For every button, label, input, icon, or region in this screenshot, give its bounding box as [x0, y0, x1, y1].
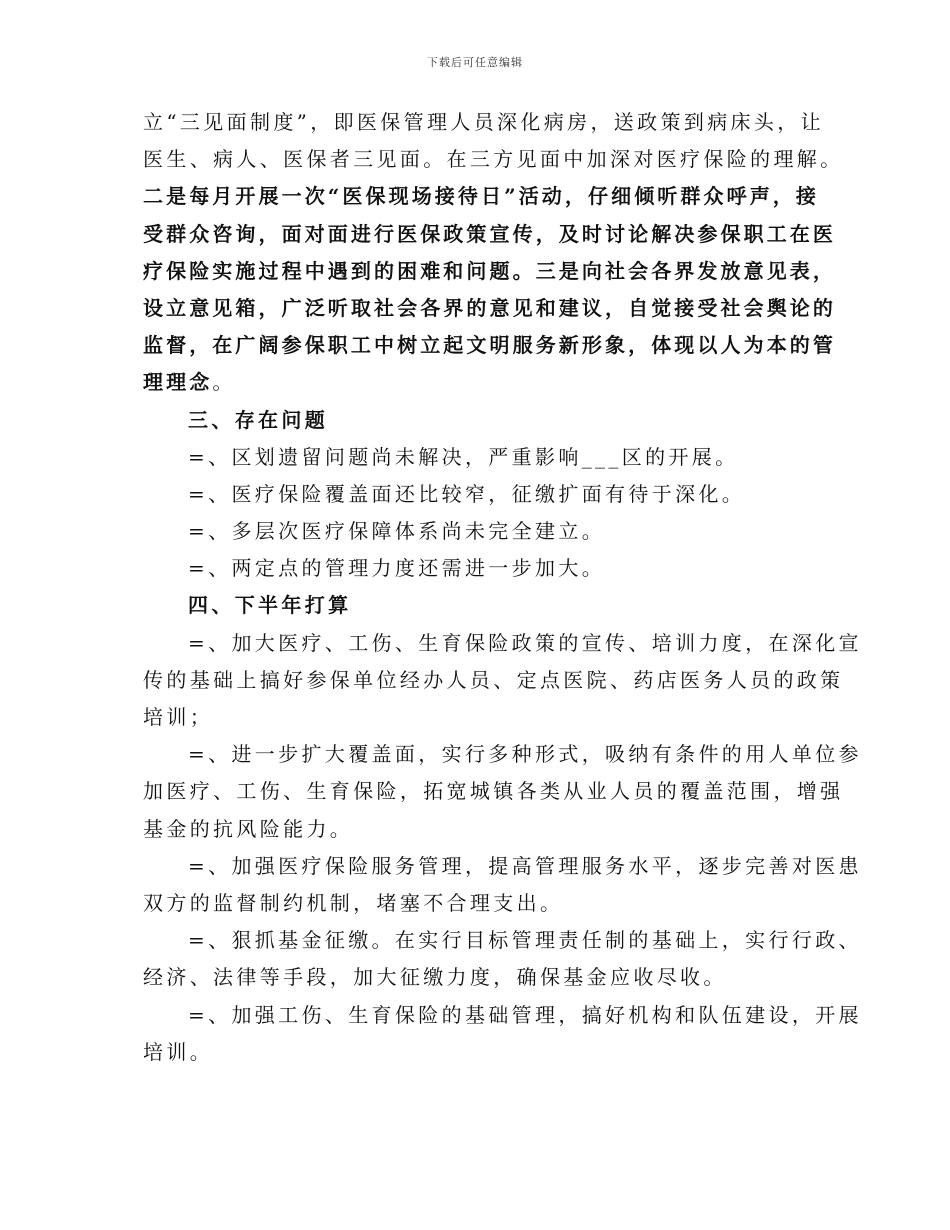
section-heading: 三、存在问题 — [188, 407, 329, 432]
paragraph-line: 疗保险实施过程中遇到的困难和问题。三是向社会各界发放意见表， — [143, 258, 836, 283]
paragraph-line: 加医疗、工伤、生育保险，拓宽城镇各类从业人员的覆盖范围，增强 — [143, 779, 844, 804]
paragraph-line: 经济、法律等手段，加大征缴力度，确保基金应收尽收。 — [143, 965, 727, 990]
paragraph-line: 立“三见面制度”，即医保管理人员深化病房，送政策到病床头，让 — [143, 110, 824, 134]
paragraph-line: 培训。 — [143, 1039, 214, 1064]
paragraph-line: 受群众咨询，面对面进行医保政策宣传，及时讨论解决参保职工在医 — [143, 221, 836, 246]
paragraph-line: 医生、病人、医保者三见面。在三方见面中加深对医疗保险的理解。 — [143, 147, 844, 172]
paragraph-line: 双方的监督制约机制，堵塞不合理支出。 — [143, 890, 564, 915]
list-item: =、加强工伤、生育保险的基础管理，搞好机构和队伍建设，开展 — [188, 1002, 862, 1027]
list-item: =、进一步扩大覆盖面，实行多种形式，吸纳有条件的用人单位参 — [188, 742, 862, 767]
section-heading: 四、下半年打算 — [188, 593, 352, 618]
paragraph-line: 设立意见箱，广泛听取社会各界的意见和建议，自觉接受社会舆论的 — [143, 295, 836, 320]
list-item: =、医疗保险覆盖面还比较窄，征缴扩面有待于深化。 — [188, 481, 746, 506]
paragraph-line: 传的基础上搞好参保单位经办人员、定点医院、药店医务人员的政策 — [143, 667, 844, 692]
list-item: =、区划遗留问题尚未解决，严重影响___区的开展。 — [188, 444, 739, 469]
paragraph-line — [143, 364, 809, 401]
page-header: 下载后可任意编辑 — [427, 56, 523, 69]
document-body — [143, 104, 862, 1071]
paragraph-line: 监督，在广阔参保职工中树立起文明服务新形象，体现以人为本的管 — [143, 333, 836, 358]
paragraph-line: 基金的抗风险能力。 — [143, 816, 354, 841]
list-item: =、加强医疗保险服务管理，提高管理服务水平，逐步完善对医患 — [188, 853, 862, 878]
list-item: =、多层次医疗保障体系尚未完全建立。 — [188, 519, 606, 544]
list-item: =、狠抓基金征缴。在实行目标管理责任制的基础上，实行行政、 — [188, 928, 862, 953]
paragraph-line: 二是每月开展一次“医保现场接待日”活动，仔细倾听群众呼声，接 — [143, 184, 820, 209]
list-item: =、加大医疗、工伤、生育保险政策的宣传、培训力度，在深化宣 — [188, 630, 862, 655]
bold-text: 理理念 — [143, 370, 213, 395]
list-item: =、两定点的管理力度还需进一步加大。 — [188, 556, 606, 581]
normal-text: 。 — [212, 370, 236, 395]
paragraph-line: 培训； — [143, 705, 214, 729]
